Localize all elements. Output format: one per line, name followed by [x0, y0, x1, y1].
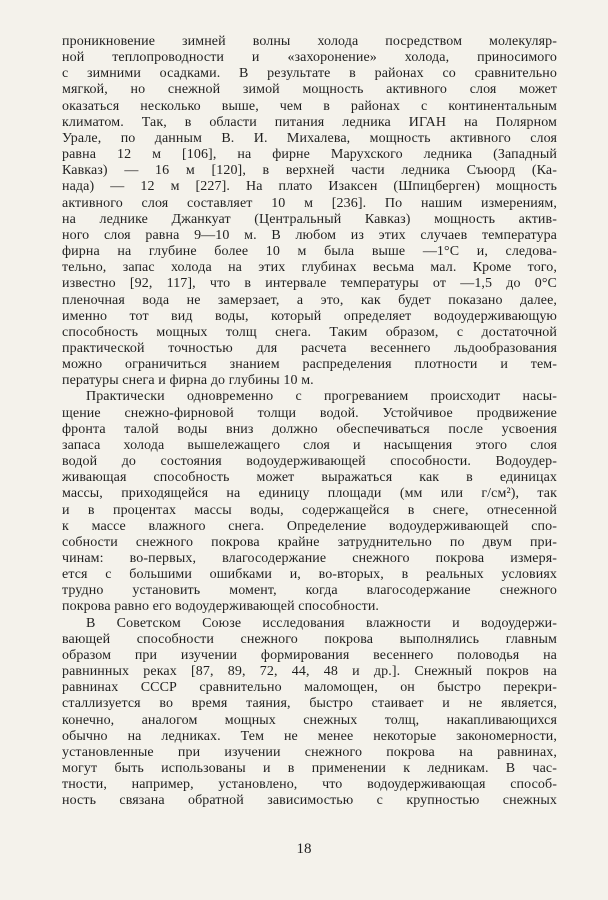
line-43: конечно, аналогом мощных снежных толщ, накапливающихся: [62, 712, 557, 728]
line-34: ется с большими ошибками и, во-вторых, в реальных условиях: [62, 567, 557, 583]
line-36: покрова равно его водоудерживающей способности.: [62, 599, 380, 615]
line-24: щение снежно-фирновой толщи водой. Устойчивое продвижение: [62, 405, 557, 421]
line-41: равнинах СССР сравнительно маломощен, он быстро перекри-: [62, 680, 557, 696]
line-23: Практически одновременно с прогреванием происходит насы-: [86, 389, 557, 405]
line-6: климатом. Так, в области питания ледника ИГАН на Полярном: [62, 114, 557, 130]
line-22: пературы снега и фирна до глубины 10 м.: [62, 373, 314, 389]
line-25: фронта талой воды вниз должно обеспечиваться после усвоения: [62, 421, 557, 437]
line-27: водой до состояния водоудерживающей способности. Водоудер-: [62, 454, 557, 470]
line-29: массы, приходящейся на единицу площади (мм или г/см²), так: [62, 486, 557, 502]
line-26: запаса холода вышележащего слоя и насыщения этого слоя: [62, 437, 557, 453]
line-1: проникновение зимней волны холода посредством молекуляр-: [62, 34, 557, 49]
line-45: установленные при изучении снежного покрова на равнинах,: [62, 744, 557, 760]
line-7: Урале, по данным В. И. Михалева, мощность активного слоя: [62, 130, 557, 146]
page-number: 18: [296, 841, 312, 857]
line-46: могут быть использованы и в применении к ледникам. В час-: [62, 761, 557, 777]
line-11: активного слоя составляет 10 м [236]. По нашим измерениям,: [62, 195, 557, 211]
line-47: тности, например, установлено, что водоудерживающая способ-: [62, 777, 557, 793]
line-2: ной теплопроводности и «захоронение» холода, приносимого: [62, 50, 557, 66]
line-13: ного слоя равна 9—10 м. В любом из этих случаев температура: [62, 227, 557, 243]
line-12: на леднике Джанкуат (Центральный Кавказ) мощность актив-: [62, 211, 557, 227]
line-38: вающей способности снежного покрова выполнялись главным: [62, 631, 557, 647]
line-8: равна 12 м [106], на фирне Марухского ледника (Западный: [62, 147, 557, 163]
line-3: с зимними осадками. В результате в районах со сравнительно: [62, 66, 557, 82]
line-14: фирна на глубине более 10 м была выше —1°С и, следова-: [62, 244, 557, 260]
line-44: обычно на ледниках. Тем не менее некоторые закономерности,: [62, 728, 557, 744]
line-28: живающая способность может выражаться как в единицах: [62, 470, 557, 486]
line-18: именно тот вид воды, который определяет водоудерживающую: [62, 308, 557, 324]
body-text: [62, 34, 557, 810]
line-35: трудно установить момент, когда влагосодержание снежного: [62, 583, 557, 599]
line-40: равнинных реках [87, 89, 72, 44, 48 и др.]. Снежный покров на: [62, 664, 557, 680]
line-4: мягкой, но снежной зимой мощность активного слоя может: [62, 82, 557, 98]
line-33: чинам: во-первых, влагосодержание снежного покрова измеря-: [62, 551, 557, 566]
line-16: известно [92, 117], что в интервале температуры от —1,5 до 0°С: [62, 276, 557, 292]
line-21: можно ограничиться знанием распределения плотности и тем-: [62, 357, 557, 373]
line-15: тельно, запас холода на этих глубинах весьма мал. Кроме того,: [62, 260, 557, 276]
line-48: ность связана обратной зависимостью с крупностью снежных: [62, 793, 557, 809]
line-32: собности снежного покрова крайне затруднительно по двум при-: [62, 534, 557, 550]
line-31: к массе влажного снега. Определение водоудерживающей спо-: [62, 518, 557, 534]
line-5: оказаться несколько выше, чем в районах с континентальным: [62, 98, 557, 114]
line-10: нада) — 12 м [227]. На плато Изаксен (Шпицберген) мощность: [62, 179, 557, 195]
line-9: Кавказ) — 16 м [120], в верхней части ледника Съюорд (Ка-: [62, 163, 557, 179]
line-39: образом при изучении формирования весеннего половодья на: [62, 647, 557, 663]
line-19: способность мощных толщ снега. Таким образом, с достаточной: [62, 324, 557, 340]
line-30: и в процентах массы воды, содержащейся в снеге, отнесенной: [62, 502, 557, 518]
line-17: пленочная вода не замерзает, а это, как будет показано далее,: [62, 292, 557, 308]
line-37: В Советском Союзе исследования влажности и водоудержи-: [86, 615, 557, 631]
line-42: сталлизуется во время таяния, быстро стаивает и не является,: [62, 696, 557, 712]
line-20: практической точностью для расчета весеннего льдообразования: [62, 340, 557, 356]
